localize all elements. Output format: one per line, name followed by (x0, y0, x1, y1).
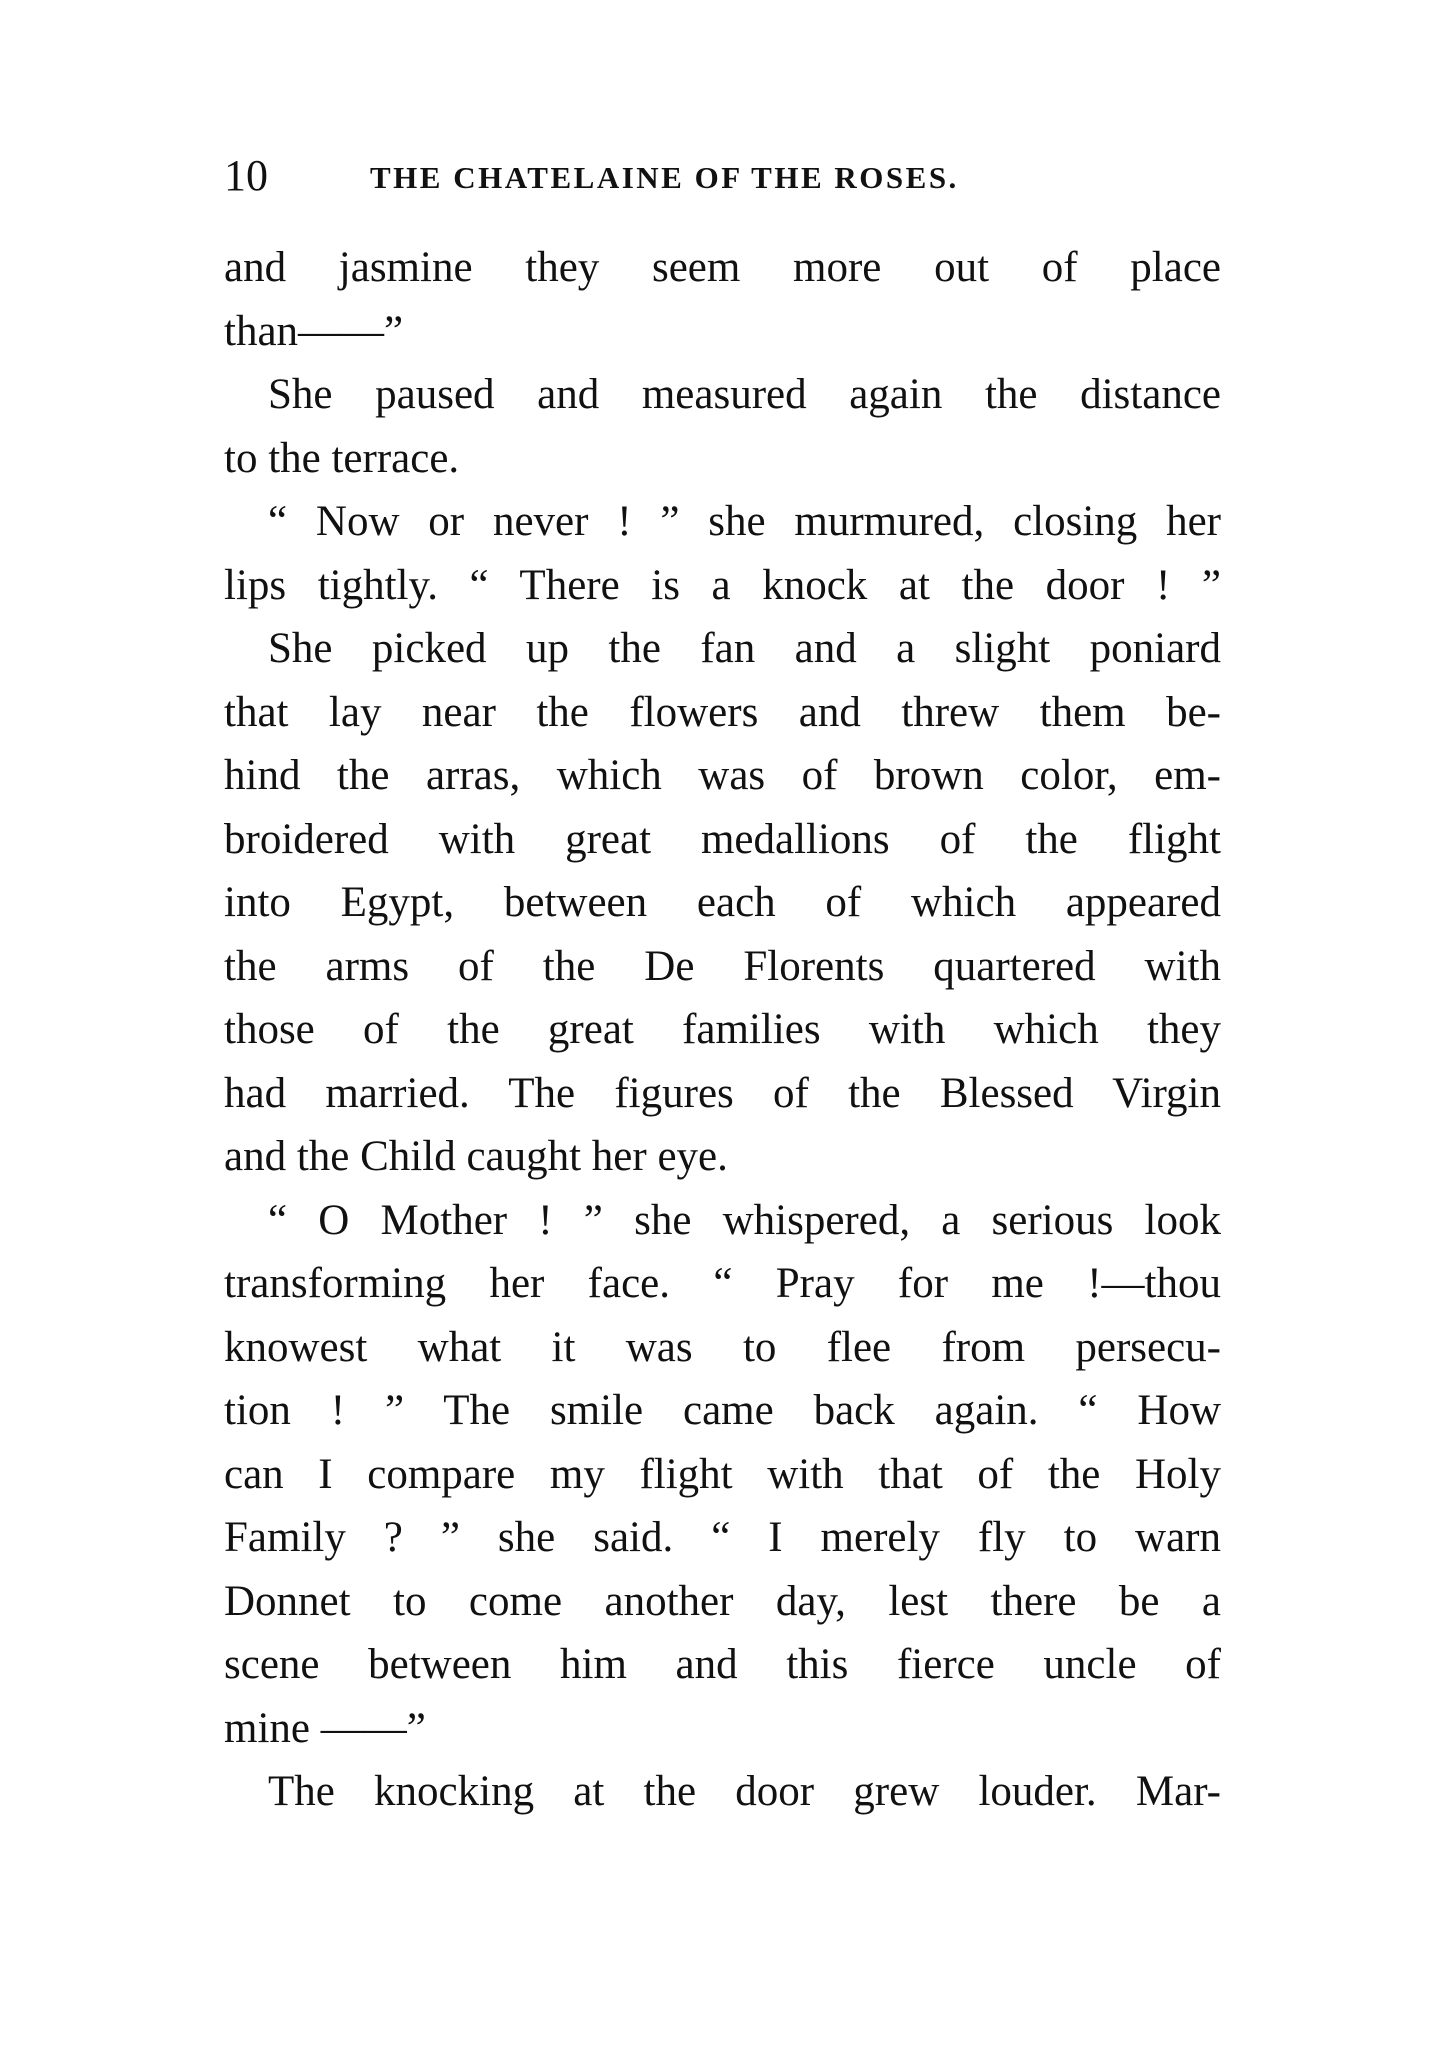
text-line: tion ! ” The smile came back again. “ How (224, 1387, 1221, 1434)
text-line: “ O Mother ! ” she whispered, a serious look (268, 1196, 1221, 1244)
text-line: had married. The figures of the Blessed Virgin (224, 1069, 1221, 1117)
text-line: can I compare my flight with that of the Holy (224, 1450, 1221, 1498)
text-line: lips tightly. “ There is a knock at the door ! ” (224, 561, 1221, 609)
text-line: Family ? ” she said. “ I merely fly to warn (224, 1514, 1221, 1561)
text-line: Donnet to come another day, lest there be a (224, 1577, 1221, 1625)
running-head (224, 148, 1224, 204)
text-line: to the terrace. (224, 434, 460, 482)
body-text (224, 236, 1221, 1824)
text-line: that lay near the flowers and threw them be- (224, 688, 1221, 736)
text-line: broidered with great medallions of the flight (224, 815, 1221, 863)
running-title: THE CHATELAINE OF THE ROSES. (370, 160, 959, 195)
text-line: than——” (224, 307, 404, 355)
text-line: transforming her face. “ Pray for me !—thou (224, 1260, 1221, 1307)
text-line: knowest what it was to flee from persecu- (224, 1323, 1221, 1371)
text-line: She paused and measured again the distance (268, 371, 1221, 418)
text-line: hind the arras, which was of brown color, em- (224, 752, 1221, 799)
text-line: scene between him and this fierce uncle of (224, 1641, 1221, 1688)
text-line: those of the great families with which they (224, 1006, 1221, 1053)
text-line: “ Now or never ! ” she murmured, closing her (268, 498, 1221, 545)
text-line: and the Child caught her eye. (224, 1133, 728, 1180)
text-line: She picked up the fan and a slight poniard (268, 625, 1221, 672)
page-number: 10 (224, 151, 268, 200)
text-line: the arms of the De Florents quartered with (224, 942, 1221, 990)
text-line: mine ——” (224, 1704, 426, 1752)
text-line: into Egypt, between each of which appeared (224, 879, 1221, 926)
text-line: The knocking at the door grew louder. Mar- (268, 1768, 1221, 1815)
text-line: and jasmine they seem more out of place (224, 244, 1221, 291)
